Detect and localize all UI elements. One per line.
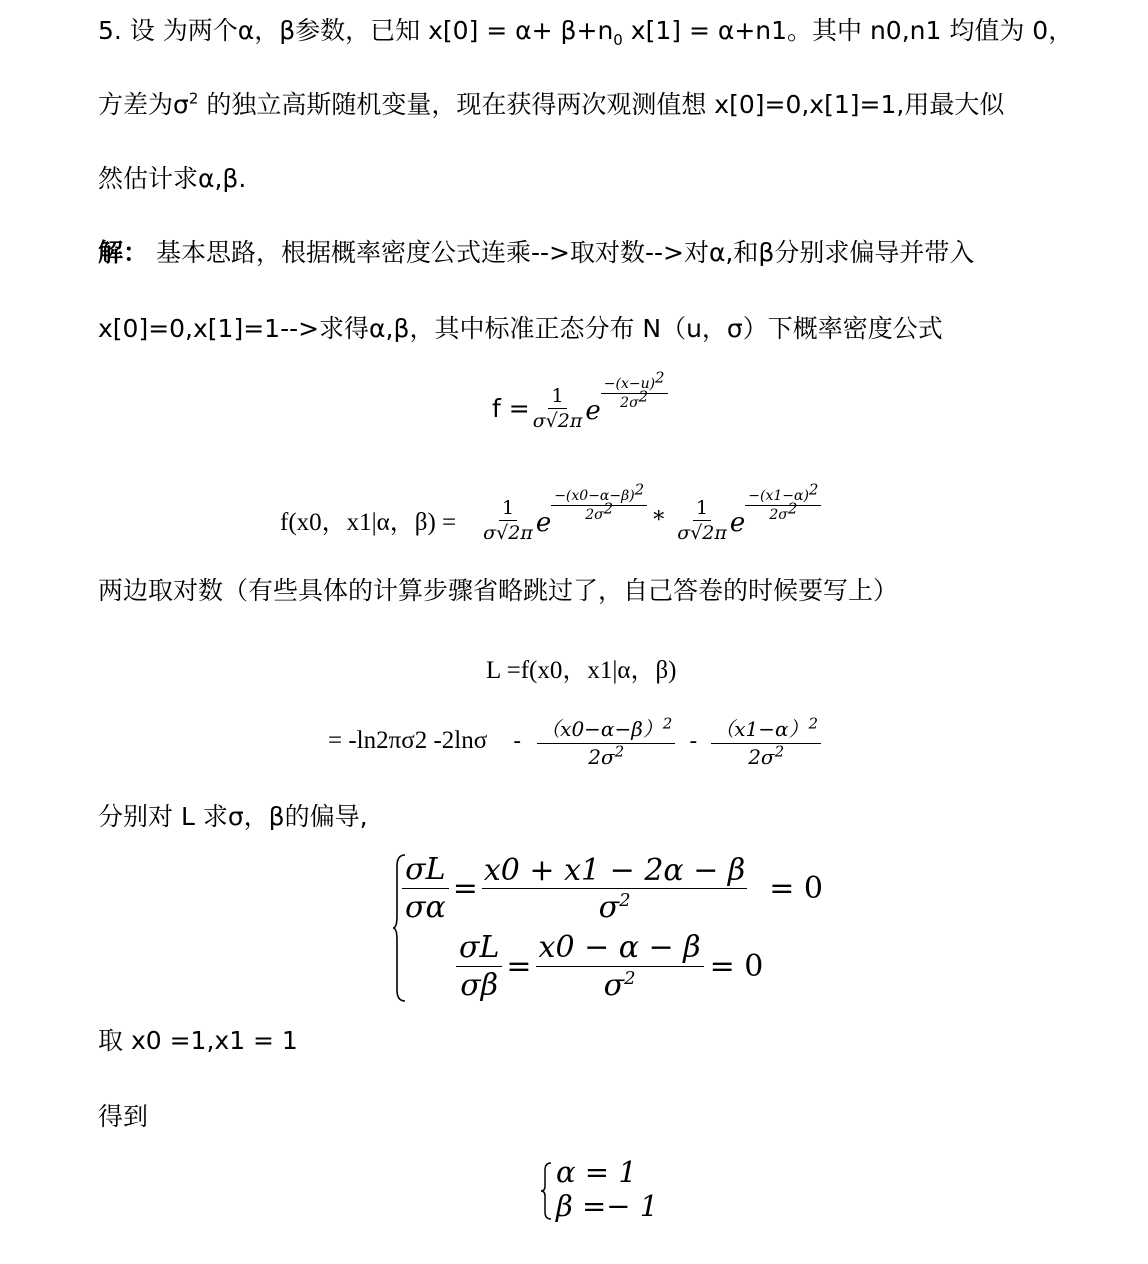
solution-label: 解： bbox=[98, 238, 149, 267]
result-label: 得到 bbox=[98, 1102, 149, 1131]
density-fraction: $\frac{1}{\sigma√2\pi}$ bbox=[532, 384, 583, 432]
formula-L-def: L =f(x0，x1|α，β) bbox=[486, 657, 677, 684]
density-exponent: $\frac{-(x-u)^2}{2\sigma^2}$ bbox=[601, 376, 668, 411]
joint-exponent-1: $\frac{-(x0-\alpha-\beta)^2}{2\sigma^2}$ bbox=[551, 488, 647, 523]
problem-line-1: 5. 设 为两个α，β参数，已知 $x[0] = \alpha+ \beta+n_0$ x[1] = α+n1。其中 n0,n1 均值为 0， bbox=[98, 16, 1074, 49]
partial-note: 分别对 L 求σ，β的偏导, bbox=[98, 802, 368, 831]
formula-density: f = $\frac{1}{\sigma√2\pi}$ e $\frac{-(x-u)^2}{2\sigma^2}$ bbox=[492, 368, 668, 448]
formula-L-expand: = -ln2πσ2 -2lnσ - $\frac{(x0-\alpha-\beta)^2}{2\sigma^2}$ - $\frac{(x1-\alpha)^2}{2\sigma^2}$ bbox=[328, 706, 821, 776]
problem-line-2: 方差为$\sigma^2$ 的独立高斯随机变量，现在获得两次观测值想 x[0]=0,x[1]=1,用最大似 bbox=[98, 89, 1005, 119]
formula-joint: f(x0，x1|α，β) = $\frac{1}{\sigma√2\pi}$ e $\frac{-(x0-\alpha-\beta)^2}{2\sigma^2}$ * $\frac{1}{\sigma√2\pi}$ e $\frac{-(x1-\alpha)^2}{2\sigma^2}$ bbox=[280, 480, 821, 560]
equation-1: $\frac{\sigma L}{\sigma\alpha}$ = $\frac{x0 + x1 - 2\alpha - \beta}{\sigma^2}$ = 0 bbox=[402, 852, 823, 925]
equation-2: $\frac{\sigma L}{\sigma\beta}$ = $\frac{x0 - \alpha - \beta}{\sigma^2}$ = 0 bbox=[456, 930, 763, 1003]
result-beta: β =− 1 bbox=[556, 1189, 659, 1223]
problem-line-3: 然估计求α,β. bbox=[98, 164, 247, 193]
result-system bbox=[540, 1156, 680, 1224]
equation-system bbox=[392, 852, 823, 1004]
log-note: 两边取对数（有些具体的计算步骤省略跳过了，自己答卷的时候要写上） bbox=[98, 576, 899, 605]
L-fraction-1: $\frac{(x0-\alpha-\beta)^2}{2\sigma^2}$ bbox=[537, 713, 675, 769]
joint-exponent-2: $\frac{-(x1-\alpha)^2}{2\sigma^2}$ bbox=[745, 488, 821, 523]
result-brace-icon bbox=[540, 1162, 552, 1220]
take-values: 取 x0 =1,x1 = 1 bbox=[98, 1026, 298, 1055]
solution-line-2: x[0]=0,x[1]=1-->求得α,β，其中标准正态分布 N（u，σ）下概率密度公式 bbox=[98, 314, 943, 343]
solution-line-1: 解： 基本思路，根据概率密度公式连乘-->取对数-->对α,和β分别求偏导并带入 bbox=[98, 238, 975, 267]
L-fraction-2: $\frac{(x1-\alpha)^2}{2\sigma^2}$ bbox=[711, 713, 821, 769]
result-alpha: α = 1 bbox=[556, 1155, 637, 1189]
